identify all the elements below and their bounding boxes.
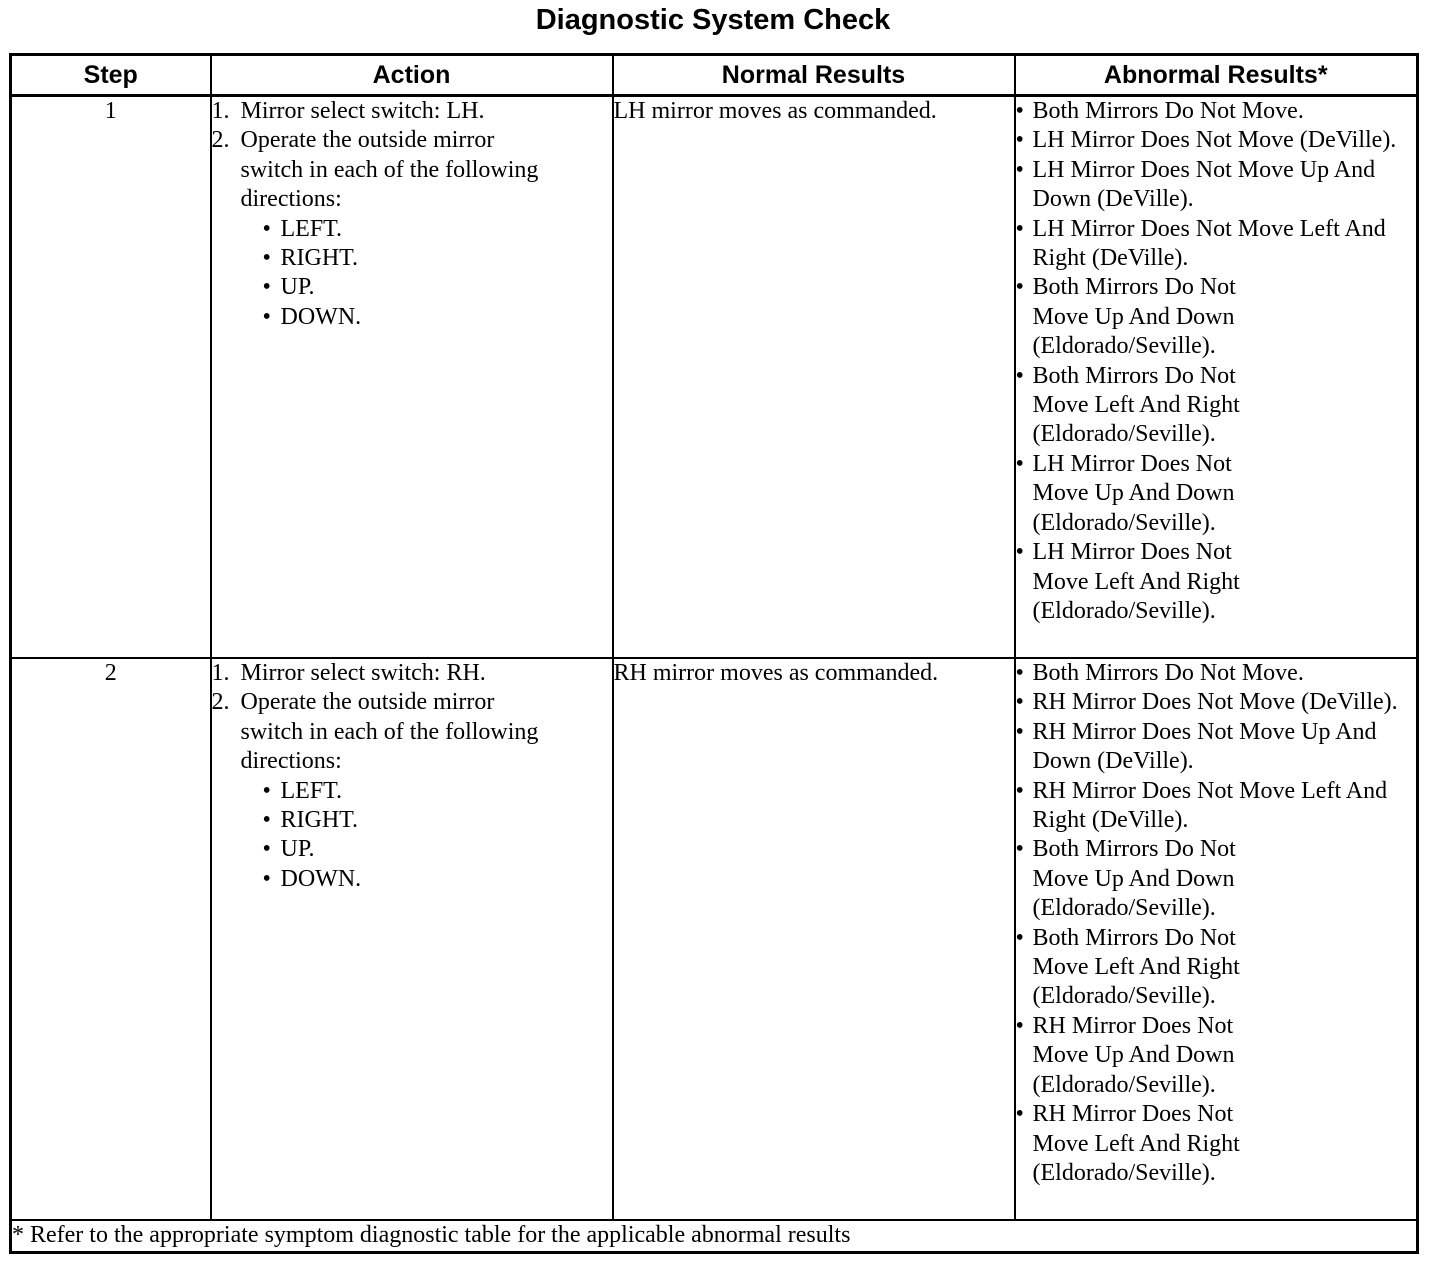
direction-text: UP. xyxy=(280,836,315,863)
direction-item xyxy=(263,303,612,332)
bullet-icon: • xyxy=(1015,362,1024,389)
diagnostic-table xyxy=(9,53,1419,1254)
abnormal-item xyxy=(1016,362,1417,450)
bullet-icon: • xyxy=(262,865,271,892)
direction-item xyxy=(263,835,612,864)
abnormal-item xyxy=(1016,1012,1417,1100)
step-number: 1 xyxy=(11,96,211,659)
direction-item xyxy=(263,777,612,806)
abnormal-item xyxy=(1016,659,1417,688)
abnormal-text: RH Mirror Does Not Move Up And Down (Eldorado/Seville). xyxy=(1032,1012,1235,1098)
abnormal-item xyxy=(1016,538,1417,626)
action-item xyxy=(212,126,612,214)
action-item xyxy=(212,97,612,126)
bullet-icon: • xyxy=(1015,836,1024,863)
bullet-icon: • xyxy=(262,274,271,301)
footnote: * Refer to the appropriate symptom diagnostic table for the applicable abnormal results xyxy=(11,1220,1418,1253)
abnormal-item xyxy=(1016,126,1417,155)
direction-list xyxy=(241,777,612,895)
abnormal-text: Both Mirrors Do Not Move. xyxy=(1032,98,1304,124)
table-row xyxy=(11,658,1418,1220)
abnormal-text: LH Mirror Does Not Move Up And Down (Eldorado/Seville). xyxy=(1032,450,1235,536)
abnormal-text: RH Mirror Does Not Move (DeVille). xyxy=(1032,689,1398,716)
direction-text: DOWN. xyxy=(280,865,362,892)
header-normal-results: Normal Results xyxy=(613,55,1015,96)
bullet-icon: • xyxy=(262,215,271,242)
abnormal-text: Both Mirrors Do Not Move Up And Down (Eldorado/Seville). xyxy=(1032,836,1236,922)
bullet-icon: • xyxy=(1015,1012,1024,1039)
abnormal-results-cell xyxy=(1015,96,1418,659)
bullet-icon: • xyxy=(1015,274,1024,301)
page-title: Diagnostic System Check xyxy=(535,4,891,36)
action-item-text: Mirror select switch: RH. xyxy=(240,660,486,686)
action-item-text: Mirror select switch: LH. xyxy=(240,98,485,124)
abnormal-item xyxy=(1016,97,1417,126)
bullet-icon: • xyxy=(1015,450,1024,477)
abnormal-text: RH Mirror Does Not Move Left And Right (Eldorado/Seville). xyxy=(1032,1101,1240,1186)
direction-item xyxy=(263,806,612,835)
abnormal-item xyxy=(1016,688,1417,717)
action-item xyxy=(212,659,612,688)
abnormal-item xyxy=(1016,835,1417,923)
bullet-icon: • xyxy=(1015,777,1024,804)
direction-text: RIGHT. xyxy=(280,245,359,272)
abnormal-text: LH Mirror Does Not Move Left And Right (Eldorado/Seville). xyxy=(1032,539,1240,624)
abnormal-text: LH Mirror Does Not Move Up And Down (DeVille). xyxy=(1032,156,1376,213)
normal-result: RH mirror moves as commanded. xyxy=(613,658,1015,1220)
bullet-icon: • xyxy=(1015,1101,1024,1128)
direction-item xyxy=(263,244,612,273)
bullet-icon: • xyxy=(262,777,271,804)
abnormal-text: RH Mirror Does Not Move Up And Down (DeVille). xyxy=(1032,718,1377,775)
bullet-icon: • xyxy=(1015,156,1024,183)
abnormal-item xyxy=(1016,1100,1417,1188)
bullet-icon: • xyxy=(1015,215,1024,242)
abnormal-item xyxy=(1016,273,1417,361)
action-item-number: 1. xyxy=(211,660,230,686)
bullet-icon: • xyxy=(1015,660,1024,686)
direction-item xyxy=(263,215,612,244)
bullet-icon: • xyxy=(1015,98,1024,124)
normal-result: LH mirror moves as commanded. xyxy=(613,96,1015,659)
abnormal-item xyxy=(1016,156,1417,215)
bullet-icon: • xyxy=(262,807,271,834)
action-item xyxy=(212,688,612,776)
bullet-icon: • xyxy=(1015,924,1024,951)
bullet-icon: • xyxy=(1015,539,1024,566)
abnormal-item xyxy=(1016,215,1417,274)
header-row xyxy=(11,55,1418,96)
direction-text: LEFT. xyxy=(280,215,343,242)
step-number: 2 xyxy=(11,658,211,1220)
abnormal-text: LH Mirror Does Not Move (DeVille). xyxy=(1032,127,1397,154)
direction-text: RIGHT. xyxy=(280,807,359,834)
header-action: Action xyxy=(211,55,613,96)
abnormal-text: Both Mirrors Do Not Move Up And Down (Eldorado/Seville). xyxy=(1032,274,1236,360)
abnormal-item xyxy=(1016,777,1417,836)
abnormal-text: Both Mirrors Do Not Move Left And Right (Eldorado/Seville). xyxy=(1032,362,1240,448)
abnormal-text: RH Mirror Does Not Move Left And Right (DeVille). xyxy=(1032,777,1388,834)
action-item-number: 2. xyxy=(211,127,230,154)
abnormal-item xyxy=(1016,924,1417,1012)
bullet-icon: • xyxy=(262,303,271,330)
action-item-number: 1. xyxy=(211,98,230,124)
bullet-icon: • xyxy=(1015,127,1024,154)
abnormal-text: Both Mirrors Do Not Move. xyxy=(1032,660,1304,686)
abnormal-item xyxy=(1016,450,1417,538)
bullet-icon: • xyxy=(1015,718,1024,745)
table-row xyxy=(11,96,1418,659)
header-step: Step xyxy=(11,55,211,96)
direction-list xyxy=(241,215,612,333)
action-item-number: 2. xyxy=(211,689,230,716)
direction-item xyxy=(263,273,612,302)
abnormal-text: LH Mirror Does Not Move Left And Right (DeVille). xyxy=(1032,215,1386,272)
direction-text: LEFT. xyxy=(280,777,343,804)
abnormal-text: Both Mirrors Do Not Move Left And Right (Eldorado/Seville). xyxy=(1032,924,1240,1010)
bullet-icon: • xyxy=(262,245,271,272)
header-abnormal-results: Abnormal Results* xyxy=(1015,55,1418,96)
action-cell xyxy=(211,96,613,659)
direction-text: DOWN. xyxy=(280,303,362,330)
action-cell xyxy=(211,658,613,1220)
direction-item xyxy=(263,865,612,894)
direction-text: UP. xyxy=(280,274,315,301)
bullet-icon: • xyxy=(262,836,271,863)
abnormal-item xyxy=(1016,718,1417,777)
footnote-row xyxy=(11,1220,1418,1253)
abnormal-results-cell xyxy=(1015,658,1418,1220)
action-item-text: Operate the outside mirror switch in each of the following directions: xyxy=(240,127,539,213)
bullet-icon: • xyxy=(1015,689,1024,716)
action-item-text: Operate the outside mirror switch in each of the following directions: xyxy=(240,689,539,775)
